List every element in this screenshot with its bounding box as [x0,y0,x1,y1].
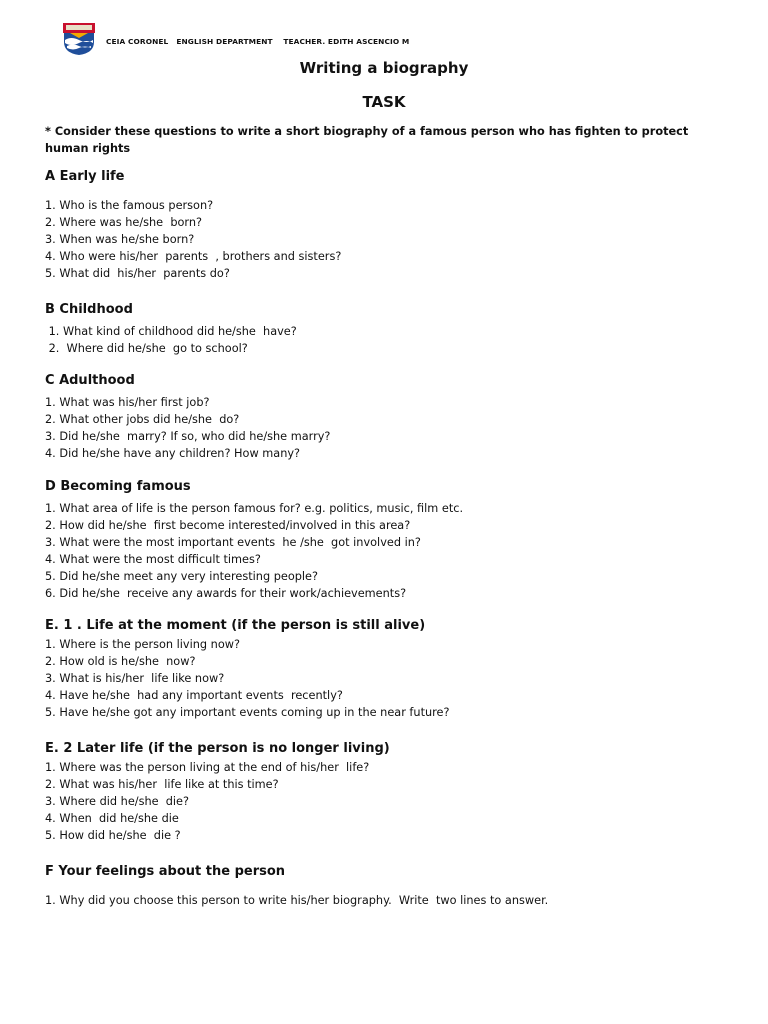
question-item: 6. Did he/she receive any awards for their work/achievements? [45,587,407,600]
question-item: 2. How old is he/she now? [45,655,196,668]
section-title: E. 1 . Life at the moment (if the person is still alive) [45,618,426,633]
question-item: 1. What was his/her first job? [45,396,210,409]
question-item: 2. Where did he/she go to school? [45,342,248,355]
question-item: 5. How did he/she die ? [45,829,181,842]
section-title: C Adulthood [45,373,135,388]
question-item: 1. Who is the famous person? [45,199,214,212]
school-crest-icon [62,22,96,56]
question-item: 1. What kind of childhood did he/she have? [45,325,297,338]
question-item: 3. Where did he/she die? [45,795,190,808]
question-item: 5. What did his/her parents do? [45,267,230,280]
question-item: 2. What other jobs did he/she do? [45,413,240,426]
section-feelings [45,863,725,909]
question-item: 1. Where was the person living at the end of his/her life? [45,761,370,774]
question-item: 5. Did he/she meet any very interesting people? [45,570,319,583]
page-subtitle: TASK [362,93,406,111]
question-item: 2. How did he/she first become interested/involved in this area? [45,519,411,532]
question-item: 4. Did he/she have any children? How many? [45,447,301,460]
section-becoming-famous [45,478,725,602]
question-item: 3. What is his/her life like now? [45,672,225,685]
section-adulthood [45,372,725,462]
question-item: 1. Why did you choose this person to write his/her biography. Write two lines to answer. [45,894,549,907]
page-title: Writing a biography [299,59,469,77]
section-title: B Childhood [45,302,133,317]
section-life-at-the-moment [45,617,725,721]
section-childhood [45,301,725,357]
question-item: 4. Have he/she had any important events recently? [45,689,343,702]
question-item: 4. Who were his/her parents , brothers and sisters? [45,250,342,263]
document-header [62,22,722,60]
section-title: E. 2 Later life (if the person is no longer living) [45,741,390,756]
section-early-life [45,168,725,282]
question-item: 2. Where was he/she born? [45,216,203,229]
question-item: 2. What was his/her life like at this time? [45,778,279,791]
intro-instructions: * Consider these questions to write a short biography of a famous person who has fighten to protect human rights [45,125,689,155]
section-later-life [45,740,725,844]
question-item: 3. What were the most important events he /she got involved in? [45,536,421,549]
section-title: A Early life [45,169,125,184]
question-item: 1. Where is the person living now? [45,638,240,651]
section-title: D Becoming famous [45,479,191,494]
question-item: 4. What were the most difficult times? [45,553,261,566]
question-item: 3. Did he/she marry? If so, who did he/she marry? [45,430,331,443]
question-item: 1. What area of life is the person famous for? e.g. politics, music, film etc. [45,502,464,515]
section-title: F Your feelings about the person [45,864,286,879]
question-item: 4. When did he/she die [45,812,179,825]
question-item: 3. When was he/she born? [45,233,195,246]
header-line: CEIA CORONEL ENGLISH DEPARTMENT TEACHER. EDITH ASCENCIO M [106,37,410,46]
question-item: 5. Have he/she got any important events coming up in the near future? [45,706,450,719]
